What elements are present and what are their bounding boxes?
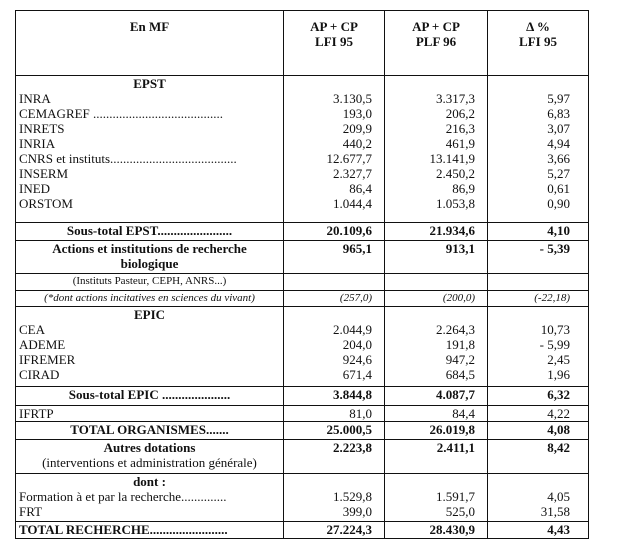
value-delta: 3,66 bbox=[547, 151, 570, 166]
delta-cell bbox=[488, 406, 589, 422]
value-lfi95: 2.044,9 bbox=[333, 322, 372, 337]
plf96-cell bbox=[385, 406, 488, 422]
value-delta: 8,42 bbox=[547, 440, 570, 455]
delta-cell bbox=[488, 223, 589, 241]
row-label: CEA bbox=[19, 322, 45, 337]
header-plf96 bbox=[385, 11, 488, 76]
value-delta: 10,73 bbox=[540, 322, 570, 337]
row-label: ORSTOM bbox=[19, 196, 73, 211]
value-delta: 31,58 bbox=[540, 504, 570, 519]
value-delta: 4,05 bbox=[547, 489, 570, 504]
lfi95-cell bbox=[284, 387, 385, 406]
lfi95-cell bbox=[284, 522, 385, 539]
value-plf96 bbox=[385, 307, 487, 322]
value-lfi95 bbox=[284, 76, 384, 91]
delta-cell bbox=[488, 241, 589, 274]
row-label: biologique bbox=[120, 256, 179, 271]
plf96-cell bbox=[385, 474, 488, 522]
value-plf96: 684,5 bbox=[445, 367, 475, 382]
group-epst bbox=[16, 76, 589, 223]
value-delta: 0,61 bbox=[547, 181, 570, 196]
value-delta: - 5,39 bbox=[539, 241, 570, 256]
value-lfi95: (257,0) bbox=[339, 292, 372, 304]
value-lfi95: 81,0 bbox=[349, 406, 372, 421]
value-plf96: 206,2 bbox=[445, 106, 475, 121]
value-plf96: 2.450,2 bbox=[436, 166, 475, 181]
value-delta: 4,22 bbox=[547, 406, 570, 421]
value-lfi95: 2.327,7 bbox=[333, 166, 372, 181]
row-label: EPST bbox=[133, 76, 166, 91]
row-label: ADEME bbox=[19, 337, 66, 352]
plf96-cell bbox=[385, 307, 488, 387]
header-line: AP + CP bbox=[412, 19, 460, 34]
value-lfi95 bbox=[284, 307, 384, 322]
value-delta: 4,43 bbox=[547, 522, 570, 537]
group-sous-total-epic bbox=[16, 387, 589, 406]
value-lfi95: 3.130,5 bbox=[333, 91, 372, 106]
value-plf96: 461,9 bbox=[445, 136, 475, 151]
lfi95-cell bbox=[284, 440, 385, 474]
row-label: Autres dotations bbox=[103, 440, 196, 455]
label-cell bbox=[16, 387, 284, 406]
plf96-cell bbox=[385, 76, 488, 223]
value-lfi95: 193,0 bbox=[342, 106, 372, 121]
label-cell bbox=[16, 274, 284, 291]
plf96-cell bbox=[385, 422, 488, 440]
value-lfi95: 2.223,8 bbox=[333, 440, 372, 455]
value-plf96: 13.141,9 bbox=[429, 151, 475, 166]
row-label: CEMAGREF ........................................ bbox=[19, 106, 224, 121]
plf96-cell bbox=[385, 274, 488, 291]
label-cell bbox=[16, 241, 284, 274]
plf96-cell bbox=[385, 440, 488, 474]
value-lfi95: 20.109,6 bbox=[326, 223, 372, 238]
value-plf96: (200,0) bbox=[442, 292, 475, 304]
delta-cell bbox=[488, 274, 589, 291]
value-lfi95: 25.000,5 bbox=[326, 422, 372, 437]
group-sous-total-epst bbox=[16, 223, 589, 241]
lfi95-cell bbox=[284, 291, 385, 307]
group-epic bbox=[16, 307, 589, 387]
value-lfi95: 204,0 bbox=[342, 337, 372, 352]
value-plf96: 947,2 bbox=[445, 352, 475, 367]
value-lfi95: 399,0 bbox=[342, 504, 372, 519]
label-cell bbox=[16, 406, 284, 422]
value-delta: 4,10 bbox=[547, 223, 570, 238]
value-lfi95: 1.529,8 bbox=[333, 489, 372, 504]
label-cell bbox=[16, 440, 284, 474]
value-delta: - 5,99 bbox=[539, 337, 570, 352]
row-label: CNRS et instituts....................................... bbox=[19, 151, 237, 166]
delta-cell bbox=[488, 387, 589, 406]
row-label: Sous-total EPIC ..................... bbox=[68, 387, 231, 402]
label-cell bbox=[16, 223, 284, 241]
value-delta bbox=[488, 274, 588, 289]
value-plf96: 2.264,3 bbox=[436, 322, 475, 337]
delta-cell bbox=[488, 440, 589, 474]
value-delta bbox=[488, 76, 588, 91]
delta-cell bbox=[488, 474, 589, 522]
row-label: CIRAD bbox=[19, 367, 60, 382]
value-plf96: 191,8 bbox=[445, 337, 475, 352]
group-autres-dotations bbox=[16, 440, 589, 474]
value-lfi95: 671,4 bbox=[342, 367, 372, 382]
lfi95-cell bbox=[284, 223, 385, 241]
row-label: INRA bbox=[19, 91, 51, 106]
value-delta: 4,94 bbox=[547, 136, 570, 151]
value-plf96: 2.411,1 bbox=[436, 440, 475, 455]
value-lfi95: 209,9 bbox=[342, 121, 372, 136]
value-delta bbox=[488, 307, 588, 322]
label-cell bbox=[16, 522, 284, 539]
row-label: EPIC bbox=[133, 307, 166, 322]
header-line: PLF 96 bbox=[415, 34, 457, 49]
row-label: FRT bbox=[19, 504, 43, 519]
group-dont bbox=[16, 474, 589, 522]
value-lfi95: 12.677,7 bbox=[326, 151, 372, 166]
value-plf96 bbox=[385, 274, 487, 289]
row-label: (*dont actions incitatives en sciences du vivant) bbox=[44, 292, 255, 304]
plf96-cell bbox=[385, 241, 488, 274]
group-actions-recherche-biologique bbox=[16, 241, 589, 274]
row-label: Sous-total EPST....................... bbox=[66, 223, 233, 238]
label-cell bbox=[16, 307, 284, 387]
header-line: Δ % bbox=[526, 19, 550, 34]
delta-cell bbox=[488, 522, 589, 539]
lfi95-cell bbox=[284, 76, 385, 223]
label-cell bbox=[16, 474, 284, 522]
budget-table bbox=[15, 10, 589, 539]
label-cell bbox=[16, 291, 284, 307]
value-plf96: 216,3 bbox=[445, 121, 475, 136]
table-header bbox=[16, 11, 589, 76]
value-lfi95 bbox=[284, 474, 384, 489]
row-label: IFRTP bbox=[19, 406, 54, 421]
value-delta: 3,07 bbox=[547, 121, 570, 136]
value-lfi95 bbox=[284, 256, 384, 271]
lfi95-cell bbox=[284, 406, 385, 422]
row-label: dont : bbox=[133, 474, 166, 489]
value-delta: 6,83 bbox=[547, 106, 570, 121]
value-lfi95: 86,4 bbox=[349, 181, 372, 196]
value-plf96 bbox=[385, 474, 487, 489]
row-label: IFREMER bbox=[19, 352, 76, 367]
value-lfi95: 965,1 bbox=[342, 241, 372, 256]
value-plf96: 28.430,9 bbox=[429, 522, 475, 537]
delta-cell bbox=[488, 422, 589, 440]
value-lfi95: 924,6 bbox=[342, 352, 372, 367]
value-lfi95: 3.844,8 bbox=[333, 387, 372, 402]
group-instituts bbox=[16, 274, 589, 291]
plf96-cell bbox=[385, 387, 488, 406]
label-cell bbox=[16, 422, 284, 440]
value-delta: 1,96 bbox=[547, 367, 570, 382]
value-delta: 5,27 bbox=[547, 166, 570, 181]
header-lfi95 bbox=[284, 11, 385, 76]
row-label: INRETS bbox=[19, 121, 65, 136]
value-delta: 4,08 bbox=[547, 422, 570, 437]
value-plf96: 26.019,8 bbox=[429, 422, 475, 437]
delta-cell bbox=[488, 291, 589, 307]
plf96-cell bbox=[385, 291, 488, 307]
value-lfi95 bbox=[284, 455, 384, 470]
value-plf96: 84,4 bbox=[452, 406, 475, 421]
group-total-organismes bbox=[16, 422, 589, 440]
value-delta bbox=[488, 256, 588, 271]
row-label: INRIA bbox=[19, 136, 56, 151]
value-plf96 bbox=[385, 76, 487, 91]
value-delta bbox=[488, 474, 588, 489]
header-line: LFI 95 bbox=[315, 34, 353, 49]
value-plf96: 86,9 bbox=[452, 181, 475, 196]
plf96-cell bbox=[385, 522, 488, 539]
row-label: (interventions et administration générale) bbox=[42, 455, 257, 470]
value-lfi95 bbox=[284, 274, 384, 289]
header-delta bbox=[488, 11, 589, 76]
value-plf96: 21.934,6 bbox=[429, 223, 475, 238]
value-plf96 bbox=[385, 455, 487, 470]
group-actions-incitatives bbox=[16, 291, 589, 307]
row-label: Formation à et par la recherche.............. bbox=[19, 489, 227, 504]
label-cell bbox=[16, 76, 284, 223]
value-plf96: 1.053,8 bbox=[436, 196, 475, 211]
lfi95-cell bbox=[284, 422, 385, 440]
value-delta bbox=[488, 455, 588, 470]
value-lfi95: 440,2 bbox=[342, 136, 372, 151]
lfi95-cell bbox=[284, 241, 385, 274]
row-label: Actions et institutions de recherche bbox=[52, 241, 247, 256]
row-label: TOTAL RECHERCHE........................ bbox=[19, 522, 228, 537]
value-plf96: 4.087,7 bbox=[436, 387, 475, 402]
delta-cell bbox=[488, 76, 589, 223]
value-lfi95: 27.224,3 bbox=[326, 522, 372, 537]
value-delta: 0,90 bbox=[547, 196, 570, 211]
group-total-recherche bbox=[16, 522, 589, 539]
value-lfi95: 1.044,4 bbox=[333, 196, 372, 211]
lfi95-cell bbox=[284, 274, 385, 291]
lfi95-cell bbox=[284, 474, 385, 522]
value-plf96 bbox=[385, 256, 487, 271]
value-delta: 5,97 bbox=[547, 91, 570, 106]
value-plf96: 913,1 bbox=[445, 241, 475, 256]
value-delta: (-22,18) bbox=[534, 292, 570, 304]
value-delta: 6,32 bbox=[547, 387, 570, 402]
header-unit-text: En MF bbox=[129, 19, 170, 34]
lfi95-cell bbox=[284, 307, 385, 387]
header-line: AP + CP bbox=[310, 19, 358, 34]
row-label: TOTAL ORGANISMES....... bbox=[70, 422, 229, 437]
value-plf96: 525,0 bbox=[445, 504, 475, 519]
delta-cell bbox=[488, 307, 589, 387]
value-delta: 2,45 bbox=[547, 352, 570, 367]
row-label: INSERM bbox=[19, 166, 69, 181]
plf96-cell bbox=[385, 223, 488, 241]
value-plf96: 1.591,7 bbox=[436, 489, 475, 504]
value-plf96: 3.317,3 bbox=[436, 91, 475, 106]
row-label: INED bbox=[19, 181, 51, 196]
group-ifrtp bbox=[16, 406, 589, 422]
row-label: (Instituts Pasteur, CEPH, ANRS...) bbox=[72, 275, 227, 287]
header-unit bbox=[16, 11, 284, 76]
header-line: LFI 95 bbox=[519, 34, 557, 49]
